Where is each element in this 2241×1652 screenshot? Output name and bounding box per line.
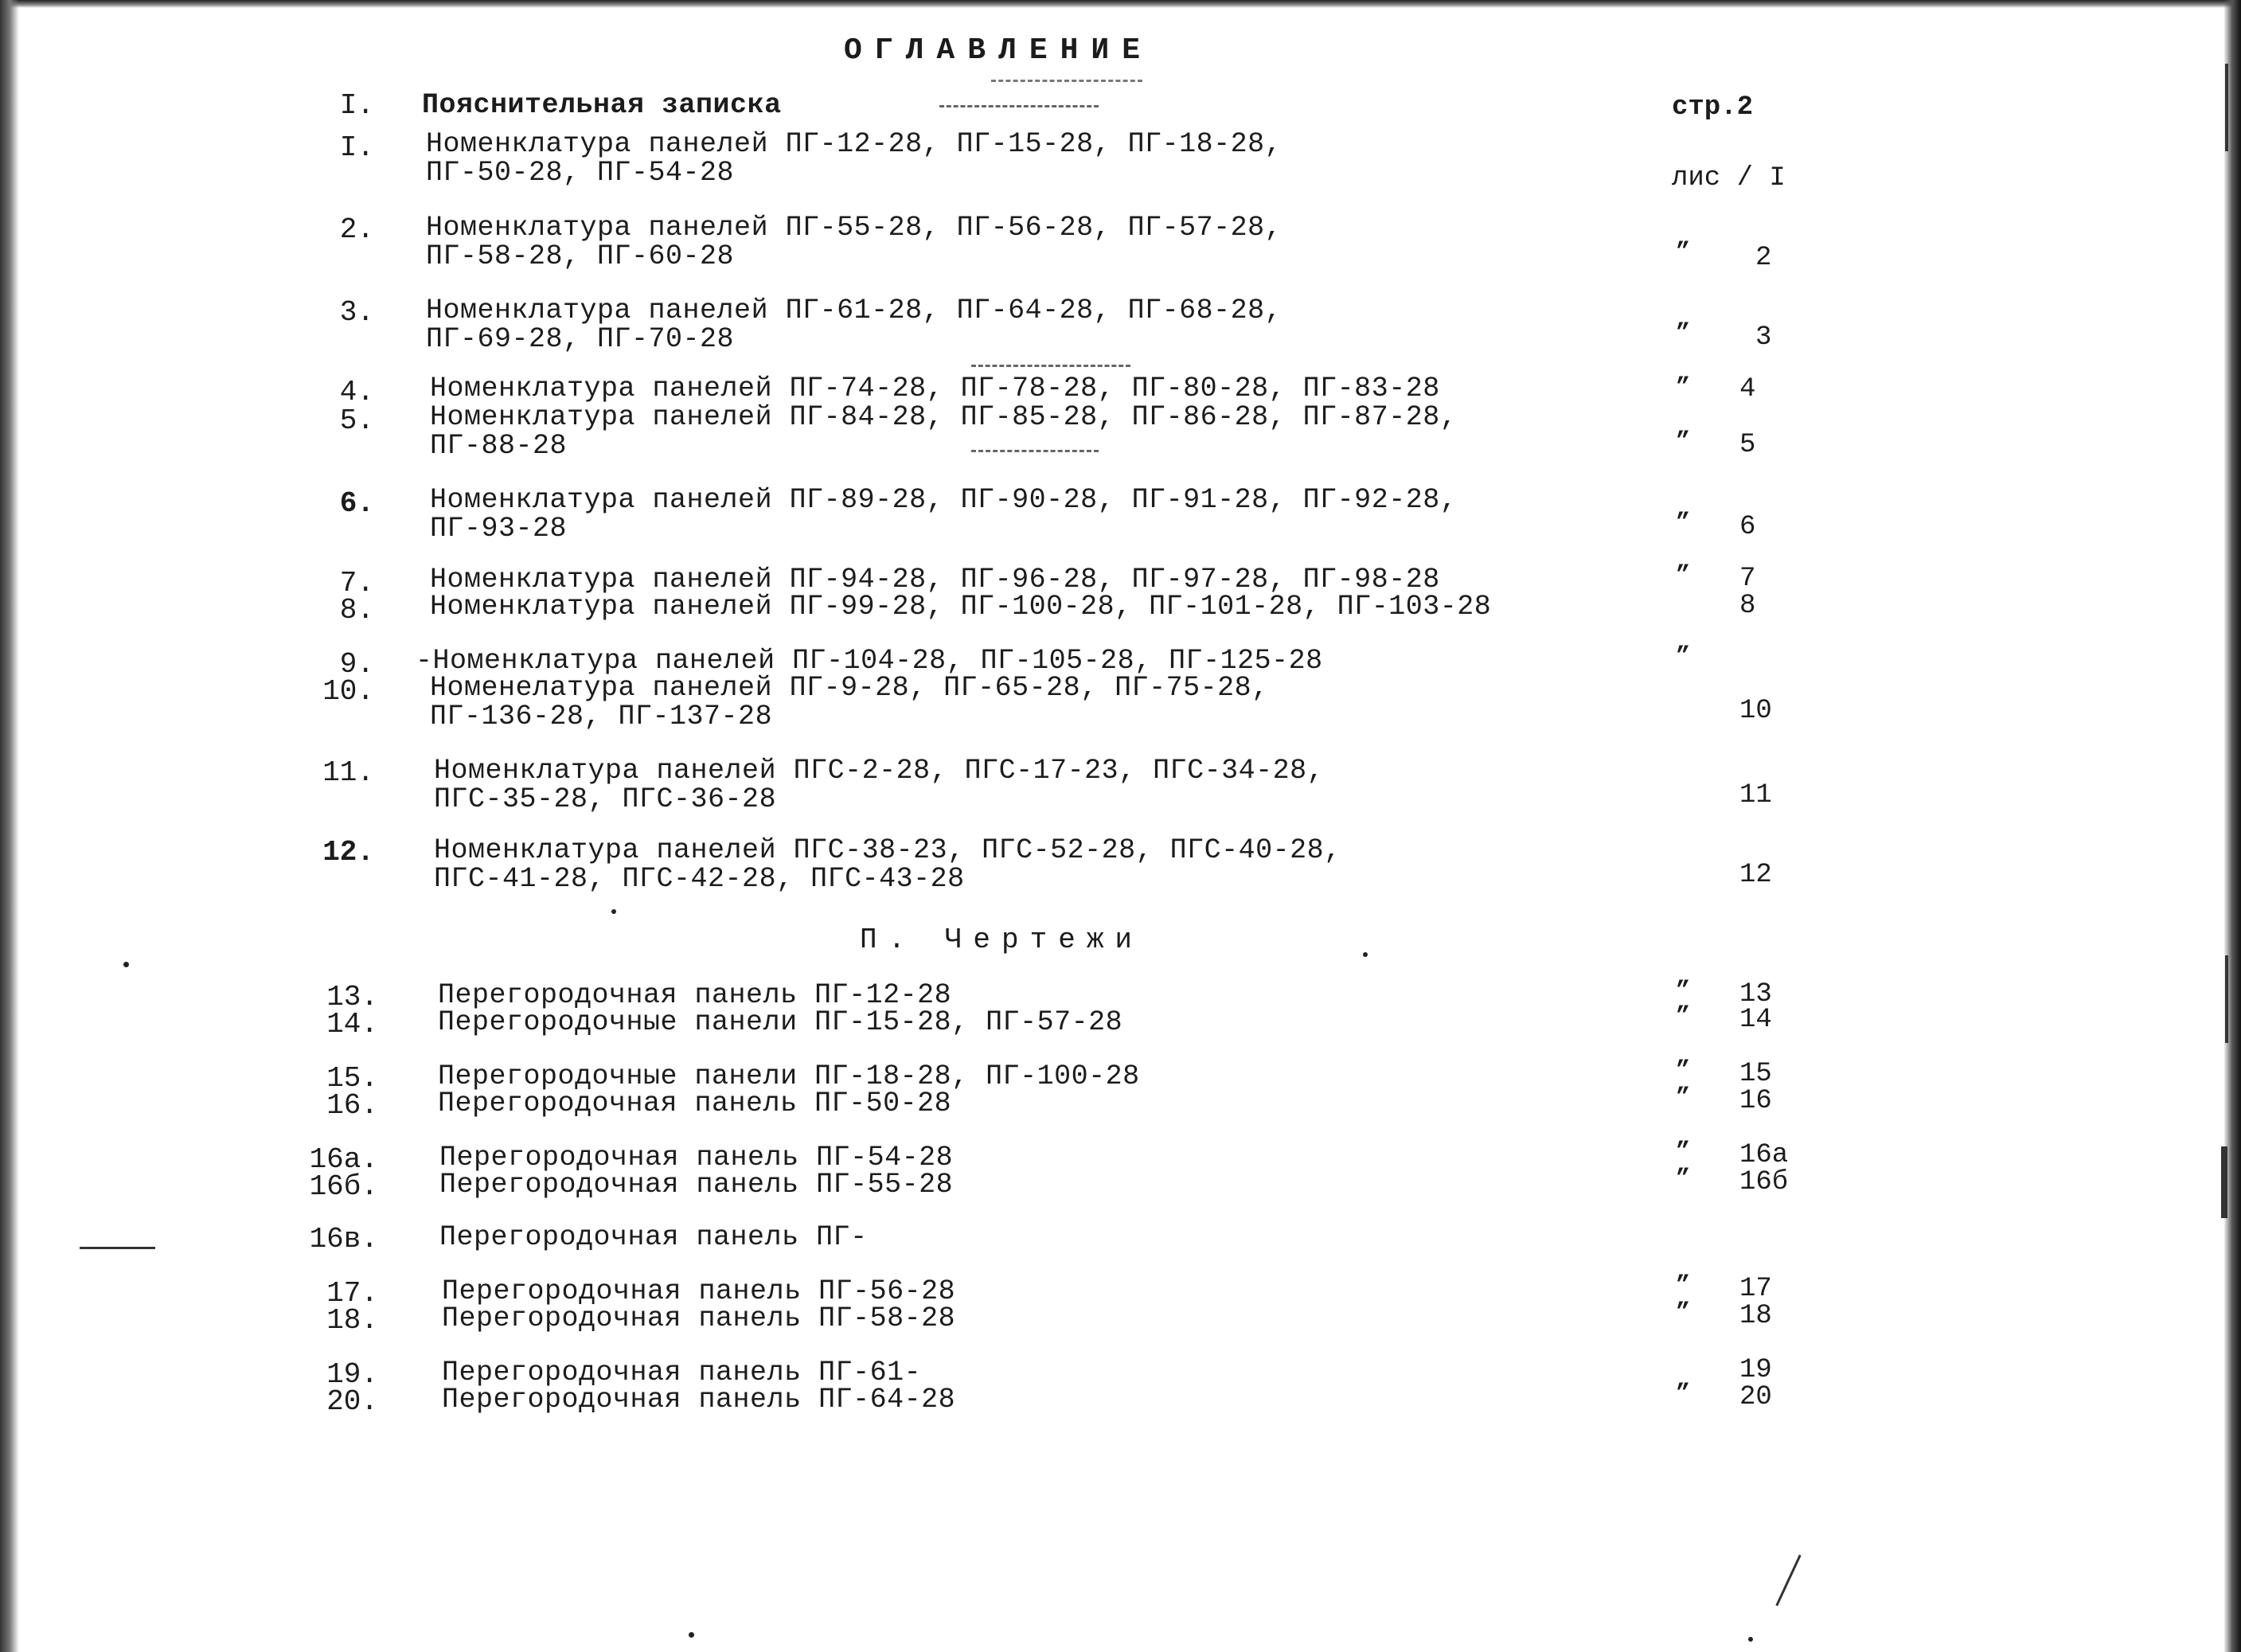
scan-edge-top (0, 0, 2241, 8)
entry-line-1: Номенклатура панелей ПГ-55-28, ПГ-56-28, ПГ-57-28, (426, 212, 1283, 244)
entry-title: Перегородочная панель ПГ-64-28 (442, 1384, 956, 1416)
sheet-number: 16а (1739, 1140, 1789, 1170)
scan-speck (1363, 952, 1368, 957)
scan-speck (689, 1632, 694, 1638)
entry-number: 16а. (309, 1143, 378, 1176)
ditto-mark (1676, 1084, 1690, 1111)
sheet-number: 4 (1739, 374, 1756, 404)
sheet-number: 13 (1739, 979, 1772, 1010)
ditto-mark (1676, 374, 1690, 401)
page-reference: стр.2 (1672, 92, 1754, 123)
sheet-number: 3 (1755, 322, 1772, 353)
entry-title: Пояснительная записка (422, 89, 782, 121)
entry-number: 10. (322, 675, 374, 708)
entry-number: 8. (339, 594, 374, 627)
entry-number: 16в. (309, 1223, 378, 1256)
sheet-number: 6 (1739, 512, 1756, 542)
sheet-number: 8 (1739, 591, 1756, 621)
entry-line-2: ПГ-93-28 (430, 513, 568, 545)
sheet-number: 14 (1739, 1005, 1772, 1035)
entry-number: I. (339, 89, 374, 122)
entry-title (430, 403, 1457, 460)
entry-title: Перегородочная панель ПГ-54-28 (439, 1142, 954, 1174)
entry-title: Номенклатура панелей ПГ-94-28, ПГ-96-28, ПГ-97-28, ПГ-98-28 (430, 564, 1440, 596)
entry-title: Номенклатура панелей ПГ-99-28, ПГ-100-28, ПГ-101-28, ПГ-103-28 (430, 591, 1492, 623)
entry-line-2: ПГ-88-28 (430, 430, 568, 462)
scan-mark (1775, 1555, 1801, 1607)
entry-title: Перегородочная панель ПГ-50-28 (438, 1088, 952, 1119)
entry-title: Перегородочная панель ПГ-61- (442, 1357, 922, 1388)
entry-number: 19. (326, 1358, 378, 1391)
entry-title: Номенклатура панелей ПГ-74-28, ПГ-78-28, ПГ-80-28, ПГ-83-28 (430, 373, 1440, 404)
sheet-number: 17 (1739, 1274, 1772, 1304)
scan-mark (80, 1247, 155, 1249)
scan-speck (611, 909, 616, 914)
entry-number: 20. (326, 1385, 378, 1418)
ditto-mark (1676, 428, 1690, 455)
sheet-number: 7 (1739, 564, 1756, 594)
ditto-mark (1676, 1381, 1690, 1408)
entry-line-2: ПГ-58-28, ПГ-60-28 (426, 240, 735, 272)
sheet-number: 16б (1739, 1167, 1789, 1197)
entry-title (426, 213, 1282, 271)
ditto-mark (1676, 562, 1690, 589)
dash-line (971, 450, 1099, 452)
entry-number: 14. (326, 1008, 378, 1041)
entry-number: 5. (339, 404, 374, 437)
scan-mark (2221, 1146, 2227, 1218)
ditto-mark (1676, 320, 1690, 347)
entry-title (426, 296, 1282, 353)
scan-edge-left (0, 0, 19, 1652)
ditto-mark (1676, 1003, 1690, 1030)
entry-title: -Номенклатура панелей ПГ-104-28, ПГ-105-28, ПГ-125-28 (416, 645, 1323, 677)
entry-title (426, 130, 1282, 187)
scan-mark (2225, 955, 2228, 1043)
entry-line-1: Номенклатура панелей ПГ-61-28, ПГ-64-28, ПГ-68-28, (426, 295, 1283, 326)
ditto-mark (1676, 1272, 1690, 1299)
scan-speck (123, 962, 129, 967)
ditto-mark (1676, 1057, 1690, 1084)
entry-number: 16. (326, 1089, 378, 1122)
entry-title: Перегородочная панель ПГ-56-28 (442, 1275, 956, 1307)
entry-number: 11. (322, 756, 374, 789)
entry-number: I. (339, 131, 374, 164)
entry-title (434, 836, 1341, 893)
entry-line-1: Номенклатура панелей ПГ-89-28, ПГ-90-28, ПГ-91-28, ПГ-92-28, (430, 484, 1458, 516)
entry-number: 13. (326, 981, 378, 1013)
page-title: ОГЛАВЛЕНИЕ (844, 33, 1154, 68)
dash-line (939, 105, 1099, 107)
sheet-number: 20 (1739, 1382, 1772, 1412)
entry-line-1: Номенклатура панелей ПГ-12-28, ПГ-15-28, ПГ-18-28, (426, 128, 1283, 160)
entry-line-1: Номенелатура панелей ПГ-9-28, ПГ-65-28, ПГ-75-28, (430, 672, 1269, 704)
scan-edge-right (2223, 0, 2241, 1652)
entry-title (430, 486, 1457, 543)
entry-number: 16б. (309, 1170, 378, 1203)
sheet-number: 19 (1739, 1355, 1772, 1385)
entry-line-1: Номенклатура панелей ПГС-2-28, ПГС-17-23, ПГС-34-28, (434, 755, 1325, 787)
ditto-mark (1676, 510, 1690, 537)
ditto-mark (1676, 239, 1690, 266)
entry-title: Перегородочные панели ПГ-18-28, ПГ-100-28 (438, 1060, 1140, 1092)
entry-title: Перегородочная панель ПГ-58-28 (442, 1302, 956, 1334)
sheet-number: 10 (1739, 696, 1772, 726)
entry-number: 3. (339, 296, 374, 329)
entry-number: 15. (326, 1062, 378, 1095)
ditto-mark (1676, 1166, 1690, 1193)
entry-number: 2. (339, 213, 374, 246)
entry-number: 18. (326, 1304, 378, 1337)
entry-title: Перегородочная панель ПГ-12-28 (438, 979, 952, 1011)
section-heading: П. Чертежи (860, 924, 1144, 956)
scan-speck (1748, 1637, 1753, 1642)
sheet-label: лис / I (1672, 163, 1786, 193)
title-underline (991, 80, 1142, 82)
entry-title: Перегородочная панель ПГ- (439, 1221, 868, 1253)
sheet-number: 2 (1755, 243, 1772, 273)
entry-line-2: ПГС-35-28, ПГС-36-28 (434, 783, 777, 815)
ditto-mark (1676, 643, 1690, 670)
entry-line-2: ПГ-136-28, ПГ-137-28 (430, 701, 773, 732)
entry-title: Перегородочные панели ПГ-15-28, ПГ-57-28 (438, 1006, 1123, 1038)
entry-line-2: ПГ-50-28, ПГ-54-28 (426, 157, 735, 189)
entry-number: 9. (339, 648, 374, 681)
entry-number: 17. (326, 1277, 378, 1310)
entry-title (434, 756, 1324, 814)
entry-line-2: ПГ-69-28, ПГ-70-28 (426, 323, 735, 355)
entry-number: 7. (339, 567, 374, 599)
entry-title: Перегородочная панель ПГ-55-28 (439, 1169, 954, 1201)
entry-number: 6. (339, 487, 374, 520)
dash-line (971, 365, 1130, 367)
sheet-number: 12 (1739, 860, 1772, 890)
entry-number: 12. (322, 836, 374, 869)
entry-number: 4. (339, 376, 374, 408)
entry-line-1: Номенклатура панелей ПГС-38-23, ПГС-52-28, ПГС-40-28, (434, 834, 1341, 866)
scan-mark (2225, 64, 2228, 151)
ditto-mark (1676, 1299, 1690, 1326)
entry-line-2: ПГС-41-28, ПГС-42-28, ПГС-43-28 (434, 863, 965, 895)
sheet-number: 18 (1739, 1301, 1772, 1331)
sheet-number: 15 (1739, 1059, 1772, 1089)
entry-title (430, 674, 1269, 731)
sheet-number: 5 (1739, 430, 1756, 460)
entry-line-1: Номенклатура панелей ПГ-84-28, ПГ-85-28, ПГ-86-28, ПГ-87-28, (430, 401, 1458, 433)
ditto-mark (1676, 1138, 1690, 1166)
sheet-number: 11 (1739, 780, 1772, 810)
ditto-mark (1676, 978, 1690, 1005)
sheet-number: 16 (1739, 1086, 1772, 1116)
